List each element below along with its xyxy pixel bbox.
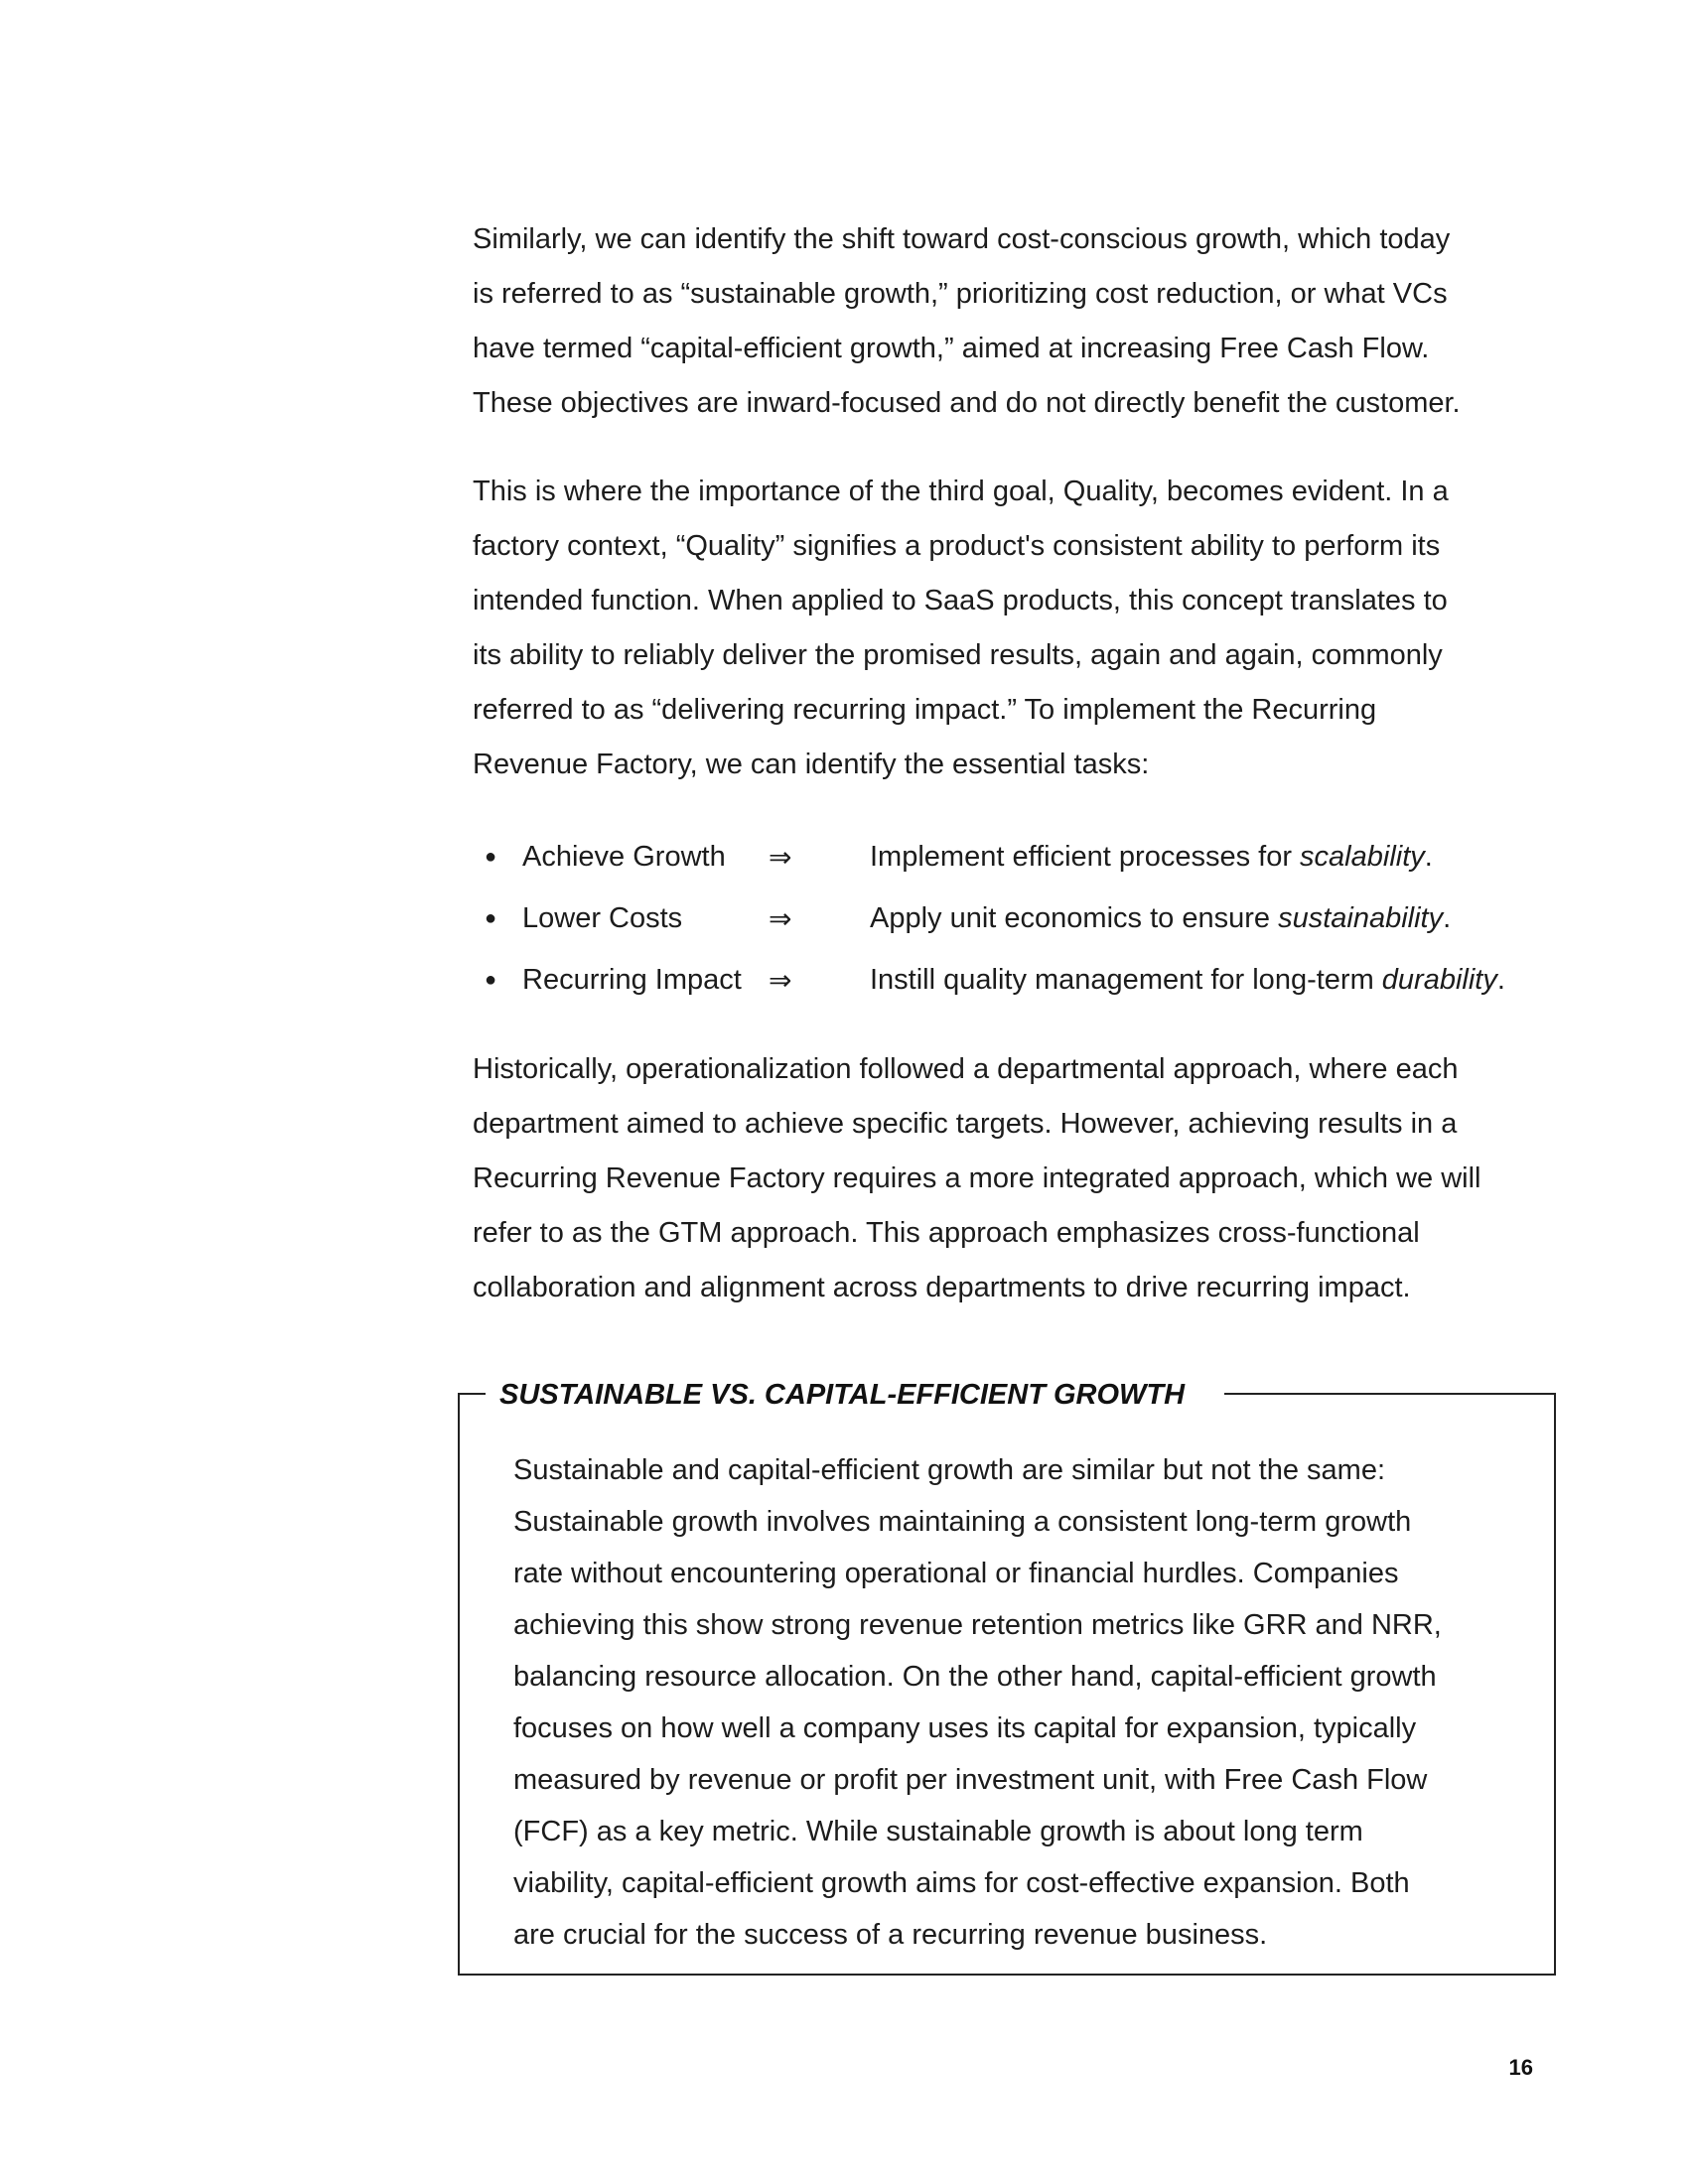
paragraph-line: Recurring Revenue Factory requires a more integrated approach, which we will	[473, 1162, 1481, 1194]
paragraph-line: is referred to as “sustainable growth,” prioritizing cost reduction, or what VCs	[473, 278, 1448, 310]
task-text: Instill quality management for long-term	[870, 963, 1382, 996]
task-emphasis: durability	[1381, 963, 1497, 996]
bullet-icon: ●	[485, 906, 497, 929]
bullet-icon: ●	[485, 845, 497, 868]
sidebar-title: SUSTAINABLE VS. CAPITAL-EFFICIENT GROWTH	[486, 1373, 1224, 1417]
double-arrow-icon: ⇒	[769, 901, 792, 935]
paragraph-line: referred to as “delivering recurring impact.” To implement the Recurring	[473, 694, 1377, 726]
page-number: 16	[1508, 2055, 1533, 2080]
paragraph-line: collaboration and alignment across departments to drive recurring impact.	[473, 1272, 1411, 1303]
task-text: Implement efficient processes for	[870, 840, 1301, 873]
task-goal: Lower Costs	[522, 901, 683, 934]
task-end: .	[1443, 901, 1452, 934]
task-item-achieve-growth	[473, 826, 1565, 887]
paragraph-line: This is where the importance of the third goal, Quality, becomes evident. In a	[473, 476, 1449, 507]
paragraph-line: department aimed to achieve specific targets. However, achieving results in a	[473, 1108, 1458, 1140]
paragraph-line: Similarly, we can identify the shift toward cost-conscious growth, which today	[473, 223, 1451, 255]
sidebar-line: are crucial for the success of a recurring revenue business.	[513, 1919, 1268, 1951]
sidebar-line: rate without encountering operational or financial hurdles. Companies	[513, 1558, 1399, 1589]
bullet-icon: ●	[485, 968, 497, 991]
paragraph-line: its ability to reliably deliver the promised results, again and again, commonly	[473, 639, 1443, 671]
task-emphasis: scalability	[1300, 840, 1425, 873]
paragraph-line: have termed “capital-efficient growth,” aimed at increasing Free Cash Flow.	[473, 333, 1430, 364]
sidebar-line: (FCF) as a key metric. While sustainable growth is about long term	[513, 1816, 1363, 1847]
sidebar-line: Sustainable and capital-efficient growth are similar but not the same:	[513, 1454, 1386, 1486]
task-description	[870, 841, 1433, 874]
task-end: .	[1496, 963, 1505, 996]
main-content	[473, 212, 1565, 1349]
task-description	[870, 964, 1505, 997]
sidebar-box	[458, 1379, 1556, 1976]
paragraph-line: These objectives are inward-focused and do not directly benefit the customer.	[473, 387, 1461, 419]
task-item-lower-costs	[473, 887, 1565, 949]
sidebar-line: measured by revenue or profit per investment unit, with Free Cash Flow	[513, 1764, 1428, 1796]
sidebar-body	[513, 1444, 1442, 1961]
task-end: .	[1424, 840, 1433, 873]
sidebar-line: Sustainable growth involves maintaining a consistent long-term growth	[513, 1506, 1412, 1538]
task-text: Apply unit economics to ensure	[870, 901, 1279, 934]
double-arrow-icon: ⇒	[769, 840, 792, 874]
paragraph-cost-conscious-growth	[473, 212, 1565, 431]
sidebar-line: focuses on how well a company uses its capital for expansion, typically	[513, 1712, 1417, 1744]
task-goal: Achieve Growth	[522, 840, 726, 873]
task-description	[870, 902, 1451, 935]
paragraph-line: Historically, operationalization followed a departmental approach, where each	[473, 1053, 1459, 1085]
task-emphasis: sustainability	[1278, 901, 1444, 934]
double-arrow-icon: ⇒	[769, 963, 792, 997]
sidebar-line: balancing resource allocation. On the other hand, capital-efficient growth	[513, 1661, 1437, 1693]
paragraph-gtm-approach	[473, 1042, 1565, 1315]
paragraph-quality-goal	[473, 465, 1565, 792]
task-goal: Recurring Impact	[522, 963, 742, 996]
task-item-recurring-impact	[473, 949, 1565, 1011]
paragraph-line: Revenue Factory, we can identify the essential tasks:	[473, 749, 1150, 780]
paragraph-line: refer to as the GTM approach. This approach emphasizes cross-functional	[473, 1217, 1420, 1249]
paragraph-line: factory context, “Quality” signifies a product's consistent ability to perform its	[473, 530, 1441, 562]
paragraph-line: intended function. When applied to SaaS products, this concept translates to	[473, 585, 1448, 616]
essential-tasks-list	[473, 826, 1565, 1011]
sidebar-line: viability, capital-efficient growth aims for cost-effective expansion. Both	[513, 1867, 1410, 1899]
sidebar-line: achieving this show strong revenue retention metrics like GRR and NRR,	[513, 1609, 1442, 1641]
